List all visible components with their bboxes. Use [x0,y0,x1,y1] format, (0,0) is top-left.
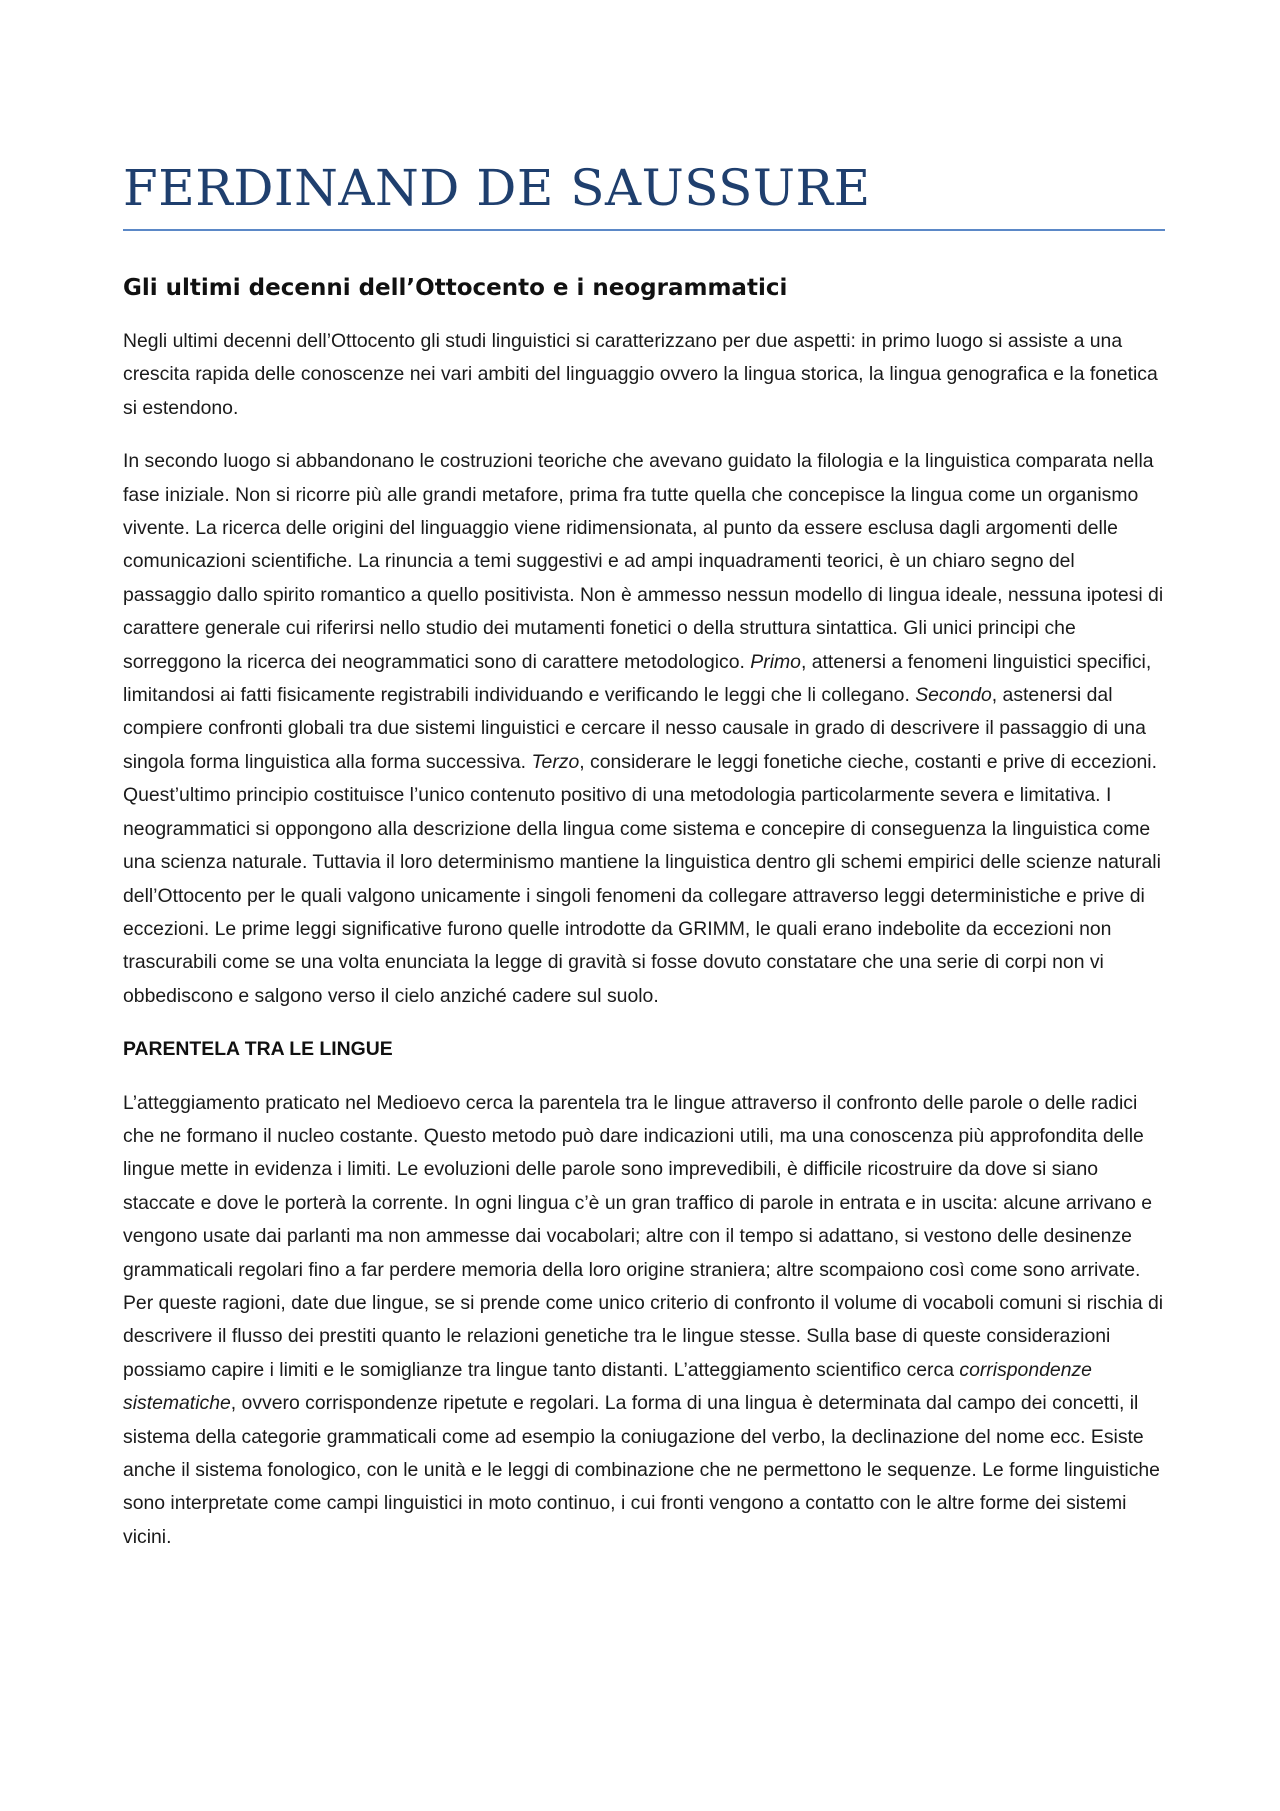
paragraph-neogrammatici [123,445,1165,1013]
emphasis-primo: Primo [750,650,801,673]
paragraph-text: , attenersi a fenomeni linguistici specifici, limitandosi ai fatti fisicamente registrabili individuando e verificando le leggi che li collegano. [123,650,1152,707]
emphasis-secondo: Secondo [915,684,992,707]
paragraph-text: , ovvero corrispondenze ripetute e regolari. La forma di una lingua è determinata dal campo dei concetti, il sistema della categorie grammaticali come ad esempio la coniugazione del verbo, la declinazione del nome ecc. Esiste anche il sistema fonologico, con le unità e le leggi di combinazione che ne permettono le sequenze. Le forme linguistiche sono interpretate come campi linguistici in moto continuo, i cui fronti vengono a contatto con le altre forme dei sistemi vicini. [123,1392,1160,1548]
emphasis-terzo: Terzo [531,750,580,773]
subheading-parentela: PARENTELA TRA LE LINGUE [123,1038,393,1061]
document-title: FERDINAND DE SAUSSURE [123,158,1165,231]
emphasis-corrispondenze: corrispondenze sistematiche [123,1358,1092,1415]
paragraph-text: , considerare le leggi fonetiche cieche, costanti e prive di eccezioni. Quest’ultimo principio costituisce l’unico contenuto positivo di una metodologia particolarmente severa e limitativa. I neogrammatici si oppongono alla descrizione della lingua come sistema e concepire di conseguenza la linguistica come una scienza naturale. Tuttavia il loro determinismo mantiene la linguistica dentro gli schemi empirici delle scienze naturali dell’Ottocento per le quali valgono unicamente i singoli fenomeni da collegare attraverso leggi deterministiche e prive di eccezioni. Le prime leggi significative furono quelle introdotte da GRIMM, le quali erano indebolite da eccezioni non trascurabili come se una volta enunciata la legge di gravità si fosse dovuto constatare che una serie di corpi non vi obbediscono e salgono verso il cielo anziché cadere sul suolo. [123,750,1161,1007]
paragraph-text: , astenersi dal compiere confronti globali tra due sistemi linguistici e cercare il nesso causale in grado di descrivere il passaggio di una singola forma linguistica alla forma successiva. [123,684,1146,773]
document-page [123,158,1165,1554]
paragraph-parentela [123,1087,1165,1555]
paragraph-text: In secondo luogo si abbandonano le costruzioni teoriche che avevano guidato la filologia e la linguistica comparata nella fase iniziale. Non si ricorre più alle grandi metafore, prima fra tutte quella che concepisce la lingua come un organismo vivente. La ricerca delle origini del linguaggio viene ridimensionata, al punto da essere esclusa dagli argomenti delle comunicazioni scientifiche. La rinuncia a temi suggestivi e ad ampi inquadramenti teorici, è un chiaro segno del passaggio dallo spirito romantico a quello positivista. Non è ammesso nessun modello di lingua ideale, nessuna ipotesi di carattere generale cui riferirsi nello studio dei mutamenti fonetici o della struttura sintattica. Gli unici principi che sorreggono la ricerca dei neogrammatici sono di carattere metodologico. [123,450,1164,673]
section-heading: Gli ultimi decenni dell’Ottocento e i neogrammatici [123,275,788,301]
paragraph-text: L’atteggiamento praticato nel Medioevo cerca la parentela tra le lingue attraverso il confronto delle parole o delle radici che ne formano il nucleo costante. Questo metodo può dare indicazioni utili, ma una conoscenza più approfondita delle lingue mette in evidenza i limiti. Le evoluzioni delle parole sono imprevedibili, è difficile ricostruire da dove si siano staccate e dove le porterà la corrente. In ogni lingua c’è un gran traffico di parole in entrata e in uscita: alcune arrivano e vengono usate dai parlanti ma non ammesse dai vocabolari; altre con il tempo si adattano, si vestono delle desinenze grammaticali regolari fino a far perdere memoria della loro origine straniera; altre scompaiono così come sono arrivate. Per queste ragioni, date due lingue, se si prende come unico criterio di confronto il volume di vocaboli comuni si rischia di descrivere il flusso dei prestiti quanto le relazioni genetiche tra le lingue stesse. Sulla base di queste considerazioni possiamo capire i limiti e le somiglianze tra lingue tanto distanti. L’atteggiamento scientifico cerca [123,1091,1164,1381]
paragraph-intro: Negli ultimi decenni dell’Ottocento gli studi linguistici si caratterizzano per due aspetti: in primo luogo si assiste a una crescita rapida delle conoscenze nei vari ambiti del linguaggio ovvero la lingua storica, la lingua genografica e la fonetica si estendono. [123,330,1158,419]
